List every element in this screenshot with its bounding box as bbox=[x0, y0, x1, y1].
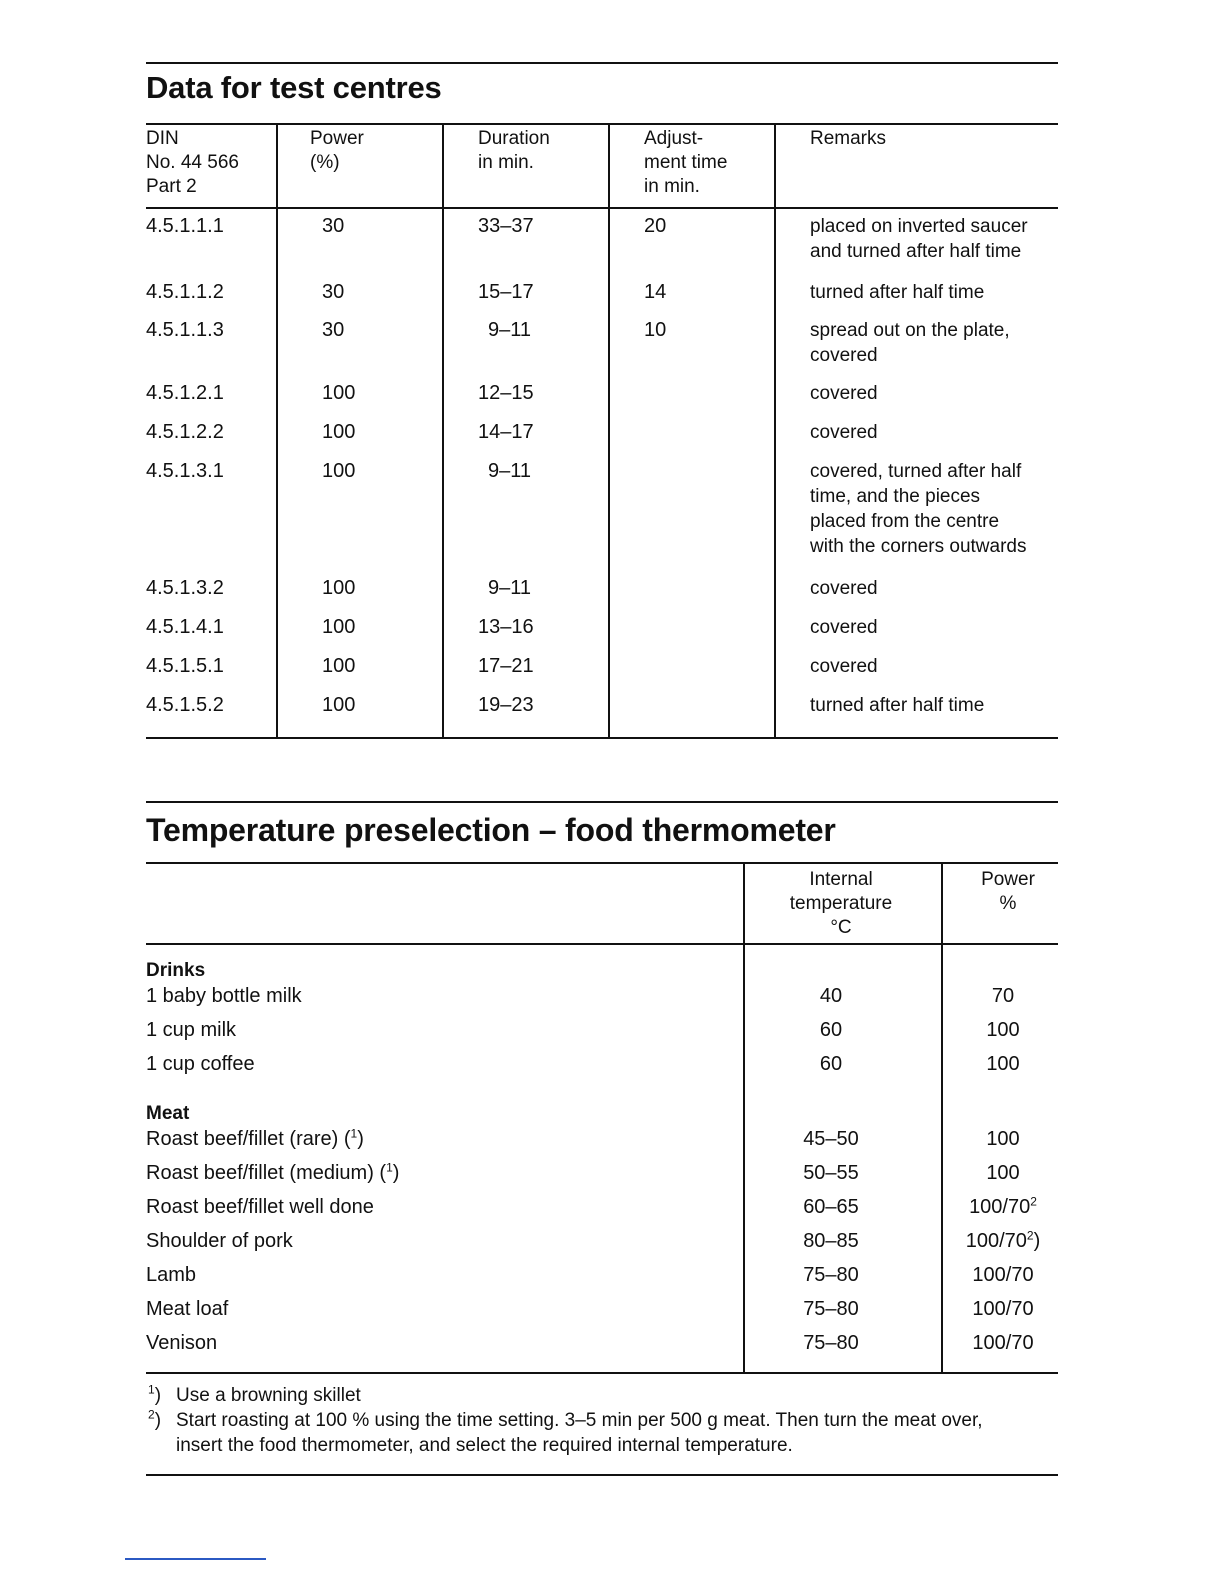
remarks-text: turned after half time bbox=[810, 282, 985, 303]
table-row bbox=[146, 1126, 1058, 1156]
power-value: 100 bbox=[322, 616, 356, 638]
duration-value: 9–11 bbox=[488, 460, 532, 482]
section-rule bbox=[146, 801, 1058, 803]
table-row bbox=[146, 1330, 1058, 1360]
temperature-value: 45–50 bbox=[803, 1128, 859, 1150]
table-row bbox=[146, 1228, 1058, 1258]
footnote-number: 2 bbox=[148, 1407, 155, 1422]
top-rule bbox=[146, 62, 1058, 64]
header-power: Power (%) bbox=[310, 128, 364, 173]
duration-value: 17–21 bbox=[478, 655, 534, 677]
temperature-value: 40 bbox=[819, 985, 843, 1007]
power-value: 30 bbox=[322, 215, 345, 237]
power-value: 100 bbox=[986, 1128, 1020, 1150]
footnote-1 bbox=[148, 1383, 1060, 1408]
temperature-value: 80–85 bbox=[803, 1230, 859, 1252]
food-name: Lamb bbox=[146, 1264, 197, 1286]
food-name-text: Roast beef/fillet (medium) bbox=[146, 1162, 374, 1184]
duration-value: 13–16 bbox=[478, 616, 534, 638]
page-footer-line bbox=[125, 1558, 266, 1560]
temperature-value: 75–80 bbox=[803, 1264, 859, 1286]
power-value: 100 bbox=[986, 1053, 1020, 1075]
header-divider bbox=[146, 207, 1058, 209]
table-top-border bbox=[146, 123, 1058, 125]
power-value-text: 100/70 bbox=[969, 1196, 1031, 1218]
header-din: DIN No. 44 566 Part 2 bbox=[146, 128, 239, 197]
food-name: Roast beef/fillet well done bbox=[146, 1196, 374, 1218]
footnote-text: Use a browning skillet bbox=[176, 1385, 361, 1406]
din-number: 4.5.1.2.2 bbox=[146, 421, 224, 443]
food-name: Shoulder of pork bbox=[146, 1230, 293, 1252]
adjust-value: 14 bbox=[644, 281, 667, 303]
power-value: 100 bbox=[322, 694, 356, 716]
din-number: 4.5.1.2.1 bbox=[146, 382, 224, 404]
din-number: 4.5.1.5.2 bbox=[146, 694, 224, 716]
remarks-text: turned after half time bbox=[810, 695, 985, 716]
remarks-text: covered bbox=[810, 656, 878, 677]
group-heading-meat: Meat bbox=[146, 1103, 190, 1124]
table-row bbox=[146, 1262, 1058, 1292]
footnote-2 bbox=[148, 1408, 1060, 1433]
duration-value: 33–37 bbox=[478, 215, 534, 237]
footnote-marker: 2 bbox=[1026, 1228, 1034, 1243]
table-row bbox=[146, 1194, 1058, 1224]
header-divider bbox=[146, 943, 1058, 945]
power-value: 100 bbox=[322, 421, 356, 443]
section-title-test-centres: Data for test centres bbox=[146, 70, 442, 105]
footnote-number: 1 bbox=[148, 1383, 155, 1397]
remarks-text: covered, turned after half time, and the pieces placed from the centre with the corners outwards bbox=[810, 461, 1027, 557]
table-row bbox=[146, 1296, 1058, 1326]
temperature-table bbox=[146, 862, 1058, 1374]
footnote-text: Start roasting at 100 % using the time setting. 3–5 min per 500 g meat. Then turn the meat over, bbox=[176, 1410, 983, 1431]
duration-value: 15–17 bbox=[478, 281, 534, 303]
din-number: 4.5.1.1.2 bbox=[146, 281, 224, 303]
table-row bbox=[146, 983, 1058, 1013]
power-value: 100 bbox=[322, 577, 356, 599]
power-value: 70 bbox=[991, 985, 1015, 1007]
power-value: 100 bbox=[322, 382, 356, 404]
power-value: 30 bbox=[322, 319, 345, 341]
section-title-temperature-preselection: Temperature preselection – food thermometer bbox=[146, 812, 836, 848]
footnote-marker: $^1$) bbox=[148, 1383, 162, 1406]
power-value: 100 bbox=[986, 1019, 1020, 1041]
power-value bbox=[941, 1228, 1065, 1254]
temperature-value: 60–65 bbox=[803, 1196, 859, 1218]
temperature-value: 75–80 bbox=[803, 1298, 859, 1320]
din-number: 4.5.1.1.1 bbox=[146, 215, 224, 237]
temperature-value: 60 bbox=[819, 1019, 843, 1041]
footnote-marker: $^2$) bbox=[148, 1407, 162, 1431]
adjust-value: 20 bbox=[644, 215, 667, 237]
din-number: 4.5.1.3.2 bbox=[146, 577, 224, 599]
table-bottom-border bbox=[146, 737, 1058, 739]
food-name: Roast beef/fillet (rare) ($^1$) bbox=[146, 1126, 364, 1150]
table-bottom-border bbox=[146, 1372, 1058, 1374]
adjust-value: 10 bbox=[644, 319, 667, 341]
food-name: Venison bbox=[146, 1332, 218, 1354]
food-name: 1 cup coffee bbox=[146, 1053, 255, 1075]
column-divider bbox=[774, 123, 776, 739]
food-name: 1 baby bottle milk bbox=[146, 985, 302, 1007]
din-number: 4.5.1.5.1 bbox=[146, 655, 224, 677]
power-value: 100 bbox=[322, 460, 356, 482]
food-name-text: Roast beef/fillet (rare) bbox=[146, 1128, 339, 1150]
footnote-marker: 1 bbox=[386, 1160, 393, 1175]
closing-paren: ) bbox=[1033, 1230, 1041, 1252]
table-row bbox=[146, 1017, 1058, 1047]
footnotes bbox=[148, 1383, 1060, 1458]
duration-value: 9–11 bbox=[488, 577, 532, 599]
remarks-text: covered bbox=[810, 578, 878, 599]
group-heading-drinks: Drinks bbox=[146, 960, 206, 981]
header-duration: Duration in min. bbox=[478, 128, 550, 173]
table-top-border bbox=[146, 862, 1058, 864]
test-centres-table bbox=[146, 123, 1058, 739]
remarks-text: spread out on the plate, covered bbox=[810, 320, 1010, 366]
remarks-text: covered bbox=[810, 422, 878, 443]
duration-value: 14–17 bbox=[478, 421, 534, 443]
food-name: Meat loaf bbox=[146, 1298, 229, 1320]
power-value: 100/70 bbox=[972, 1332, 1034, 1354]
temperature-value: 50–55 bbox=[803, 1162, 859, 1184]
duration-value: 12–15 bbox=[478, 382, 534, 404]
header-internal-temperature: Internal temperature °C bbox=[789, 869, 893, 938]
food-name: Roast beef/fillet (medium) ($^1$) bbox=[146, 1160, 400, 1184]
din-number: 4.5.1.4.1 bbox=[146, 616, 224, 638]
column-divider bbox=[608, 123, 610, 739]
bottom-rule bbox=[146, 1474, 1058, 1476]
remarks-text: covered bbox=[810, 383, 878, 404]
footnote-2-continued: insert the food thermometer, and select the required internal temperature. bbox=[176, 1435, 793, 1456]
footnote-marker: 2 bbox=[1030, 1194, 1037, 1209]
din-number: 4.5.1.3.1 bbox=[146, 460, 224, 482]
column-divider bbox=[276, 123, 278, 739]
power-value: 100 bbox=[322, 655, 356, 677]
remarks-text: covered bbox=[810, 617, 878, 638]
duration-value: 9–11 bbox=[488, 319, 532, 341]
footnote-marker: 1 bbox=[350, 1126, 358, 1141]
power-value: 100/70 bbox=[972, 1264, 1034, 1286]
column-divider bbox=[442, 123, 444, 739]
header-power-percent: Power % bbox=[981, 869, 1035, 914]
food-name: 1 cup milk bbox=[146, 1019, 237, 1041]
remarks-text: placed on inverted saucer and turned after half time bbox=[810, 216, 1028, 262]
temperature-value: 75–80 bbox=[803, 1332, 859, 1354]
power-value: 100/70 bbox=[972, 1298, 1034, 1320]
power-value bbox=[941, 1194, 1065, 1220]
power-value: 30 bbox=[322, 281, 345, 303]
power-value-text: 100/70 bbox=[965, 1230, 1027, 1252]
din-number: 4.5.1.1.3 bbox=[146, 319, 224, 341]
header-remarks: Remarks bbox=[810, 128, 887, 149]
header-adjustment-time: Adjust- ment time in min. bbox=[644, 128, 728, 197]
duration-value: 19–23 bbox=[478, 694, 534, 716]
power-value: 100 bbox=[986, 1162, 1020, 1184]
temperature-value: 60 bbox=[819, 1053, 843, 1075]
table-row bbox=[146, 1051, 1058, 1081]
table-row bbox=[146, 1160, 1058, 1190]
